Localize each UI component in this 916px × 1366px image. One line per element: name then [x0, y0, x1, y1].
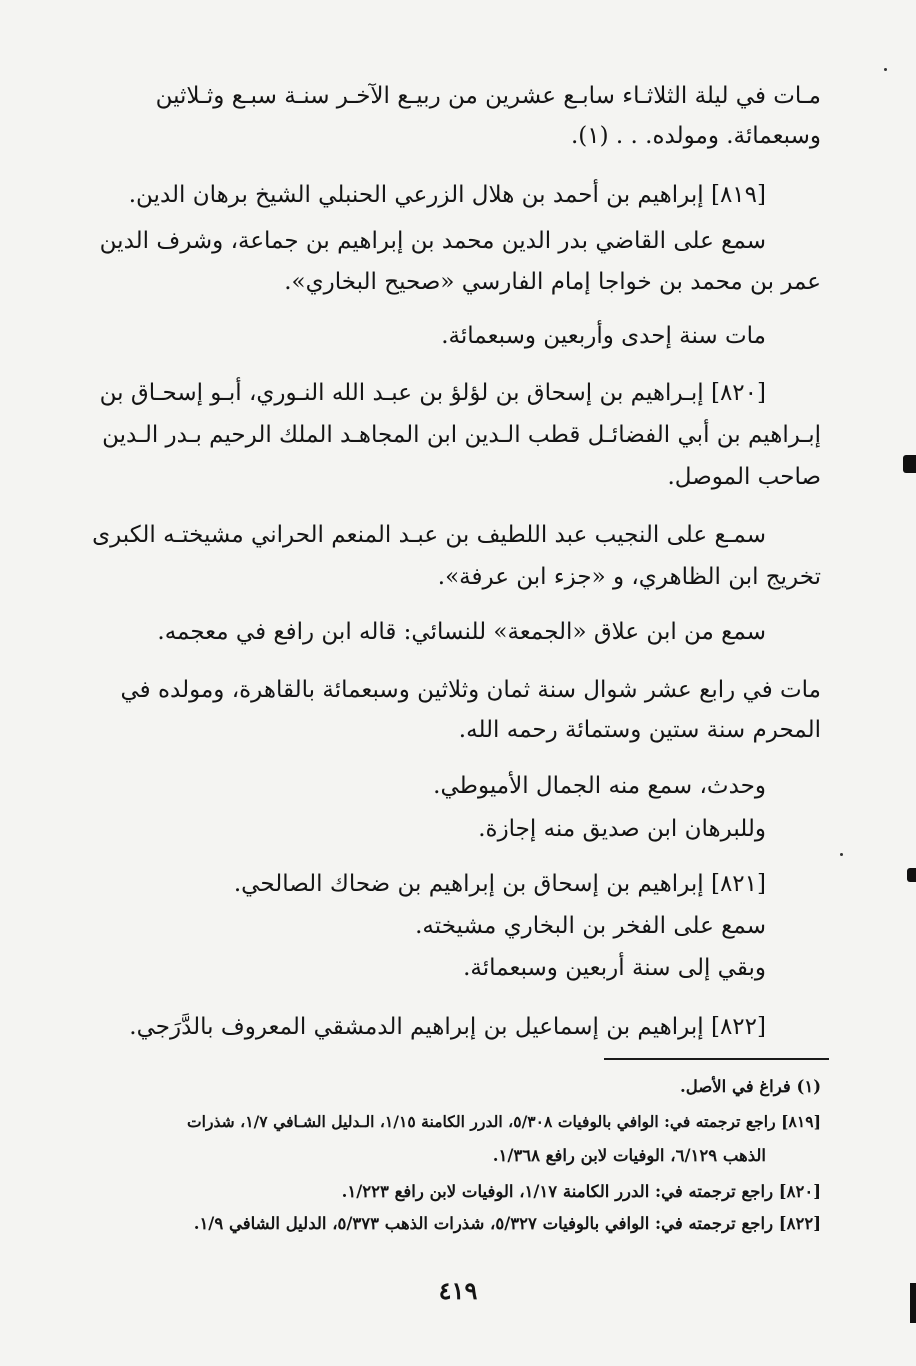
footnote-line: [٨٢٢] راجع ترجمته في: الوافي بالوفيات ٥/٣٢٧، شذرات الذهب ٥/٣٧٣، الدليل الشافي ١/٩. [193, 1214, 821, 1233]
text-line: سمع من ابن علاق «الجمعة» للنسائي: قاله ابن رافع في معجمه. [157, 619, 766, 645]
text-line: سمع على الفخر بن البخاري مشيخته. [415, 913, 766, 939]
text-line: مات في رابع عشر شوال سنة ثمان وثلاثين وسبعمائة بالقاهرة، ومولده في [120, 677, 821, 703]
page-number: ٤١٩ [438, 1276, 478, 1305]
entry-heading-822: [٨٢٢] إبراهيم بن إسماعيل بن إبراهيم الدمشقي المعروف بالدَّرَجي. [129, 1014, 766, 1040]
text-line: صاحب الموصل. [667, 464, 821, 490]
text-line: مـات في ليلة الثلاثـاء سابـع عشرين من ربيـع الآخـر سنـة سبـع وثـلاثين [155, 83, 821, 109]
footnote-line: الذهب ٦/١٢٩، الوفيات لابن رافع ١/٣٦٨. [492, 1146, 766, 1165]
binding-edge-mark [903, 455, 916, 473]
text-line: وسبعمائة. ومولده. . . (١). [570, 123, 821, 149]
footnote-line: (١) فراغ في الأصل. [679, 1077, 821, 1096]
text-line: وحدث، سمع منه الجمال الأميوطي. [433, 773, 766, 799]
footnote-separator [604, 1058, 829, 1060]
text-line: مات سنة إحدى وأربعين وسبعمائة. [441, 323, 766, 349]
footnote-line: [٨١٩] راجع ترجمته في: الوافي بالوفيات ٥/٣٠٨، الدرر الكامنة ١/١٥، الـدليل الشـافي ١/٧، شذرات [186, 1112, 821, 1131]
text-line: سمع على القاضي بدر الدين محمد بن إبراهيم بن جماعة، وشرف الدين [99, 228, 766, 254]
text-line: سمـع على النجيب عبد اللطيف بن عبـد المنعم الحراني مشيختـه الكبرى [92, 522, 766, 548]
text-line: وللبرهان ابن صديق منه إجازة. [478, 816, 766, 842]
binding-edge-mark [910, 1283, 916, 1323]
footnote-line: [٨٢٠] راجع ترجمته في: الدرر الكامنة ١/١٧، الوفيات لابن رافع ١/٢٢٣. [341, 1182, 821, 1201]
binding-edge-mark [907, 868, 916, 882]
text-line: المحرم سنة ستين وستمائة رحمه الله. [458, 717, 821, 743]
text-line: عمر بن محمد بن خواجا إمام الفارسي «صحيح البخاري». [284, 269, 821, 295]
entry-heading-820: [٨٢٠] إبـراهيم بن إسحاق بن لؤلؤ بن عبـد الله النـوري، أبـو إسحـاق بن [99, 380, 766, 406]
entry-heading-819: [٨١٩] إبراهيم بن أحمد بن هلال الزرعي الحنبلي الشيخ برهان الدين. [128, 182, 766, 208]
text-line: وبقي إلى سنة أربعين وسبعمائة. [463, 955, 766, 981]
text-line: تخريج ابن الظاهري، و «جزء ابن عرفة». [437, 564, 821, 590]
entry-heading-821: [٨٢١] إبراهيم بن إسحاق بن إبراهيم بن ضحاك الصالحي. [233, 871, 766, 897]
text-line: إبـراهيم بن أبي الفضائـل قطب الـدين ابن المجاهـد الملك الرحيم بـدر الـدين [102, 422, 821, 448]
scan-speck [884, 68, 887, 71]
scan-speck [840, 853, 843, 856]
